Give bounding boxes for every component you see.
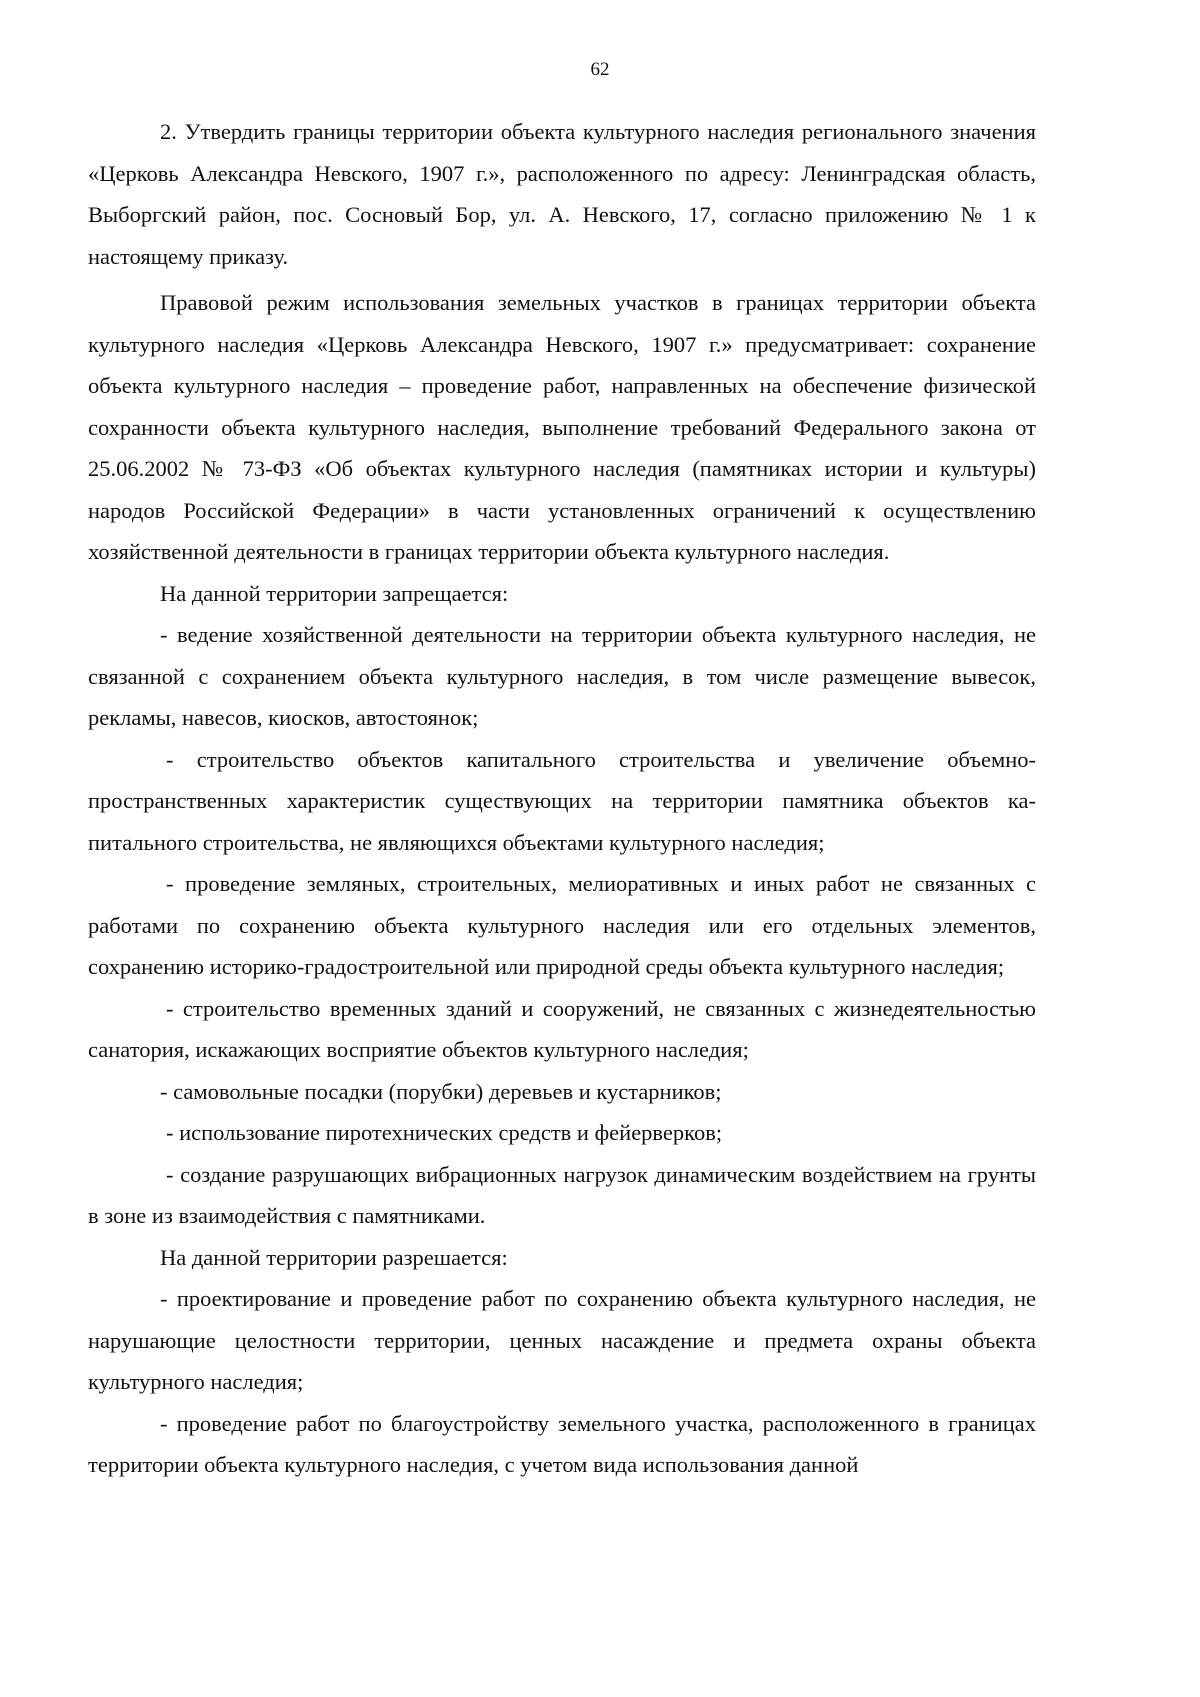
list-item-prohibited-economic-activity: - ведение хозяйственной деятельности на территории объекта культурного наследия, не связанной с сохранением объекта культурного наследия, в том числе размещение вывесок, рекламы, навесов, киосков, автостоянок; — [88, 622, 1036, 730]
list-item-prohibited-temporary-buildings: - строительство временных зданий и сооружений, не связанных с жизнедеятельностью санатория, искажающих восприятие объектов культурного наследия; — [88, 995, 1036, 1062]
list-item-prohibited-earthworks: - проведение земляных, строительных, мелиоративных и иных работ не связанных с работами по сохранению объекта культурного наследия или его отдельных элементов, сохранению историко-градостроительной или природной среды объекта культурного наследия; — [88, 871, 1036, 979]
list-item-permitted-preservation-works: - проектирование и проведение работ по сохранению объекта культурного наследия, не нарушающие целостности территории, ценных насаждение и предмета охраны объекта культурного наследия; — [88, 1286, 1036, 1394]
paragraph-permitted-heading: На данной территории разрешается: — [160, 1244, 508, 1270]
document-body — [88, 111, 1036, 1486]
list-item-prohibited-pyrotechnics: - использование пиротехнических средств и фейерверков; — [166, 1120, 723, 1145]
list-item-permitted-landscaping: - проведение работ по благоустройству земельного участка, расположенного в границах территории объекта культурного наследия, с учетом вида использования данной — [88, 1410, 1036, 1477]
paragraph-prohibited-heading: На данной территории запрещается: — [160, 580, 509, 606]
page-number: 62 — [590, 59, 610, 80]
list-item-prohibited-construction: - строительство объектов капитального строительства и увеличение объемно-пространственных характеристик существующих на территории памятника объектов капитального строительства, не являющихся объектами культурного наследия; — [88, 746, 1036, 855]
paragraph-legal-regime: Правовой режим использования земельных участков в границах территории объекта культурного наследия «Церковь Александра Невского, 1907 г.» предусматривает: сохранение объекта культурного наследия – проведение работ, направленных на обеспечение физической сохранности объекта культурного наследия, выполнение требований Федерального закона от 25.06.2002 № 73-ФЗ «Об объектах культурного наследия (памятниках истории и культуры) народов Российской Федерации» в части установленных ограничений к осуществлению хозяйственной деятельности в границах территории объекта культурного наследия. — [88, 290, 1036, 564]
list-item-prohibited-planting-felling: - самовольные посадки (порубки) деревьев и кустарников; — [160, 1078, 722, 1104]
paragraph-approve-boundaries: 2. Утвердить границы территории объекта культурного наследия регионального значения «Церковь Александра Невского, 1907 г.», расположенного по адресу: Ленинградская область, Выборгский район, пос. Сосновый Бор, ул. А. Невского, 17, согласно приложению № 1 к настоящему приказу. — [88, 119, 1036, 269]
list-item-prohibited-vibration-loads: - создание разрушающих вибрационных нагрузок динамическим воздействием на грунты в зоне из взаимодействия с памятниками. — [88, 1161, 1036, 1228]
